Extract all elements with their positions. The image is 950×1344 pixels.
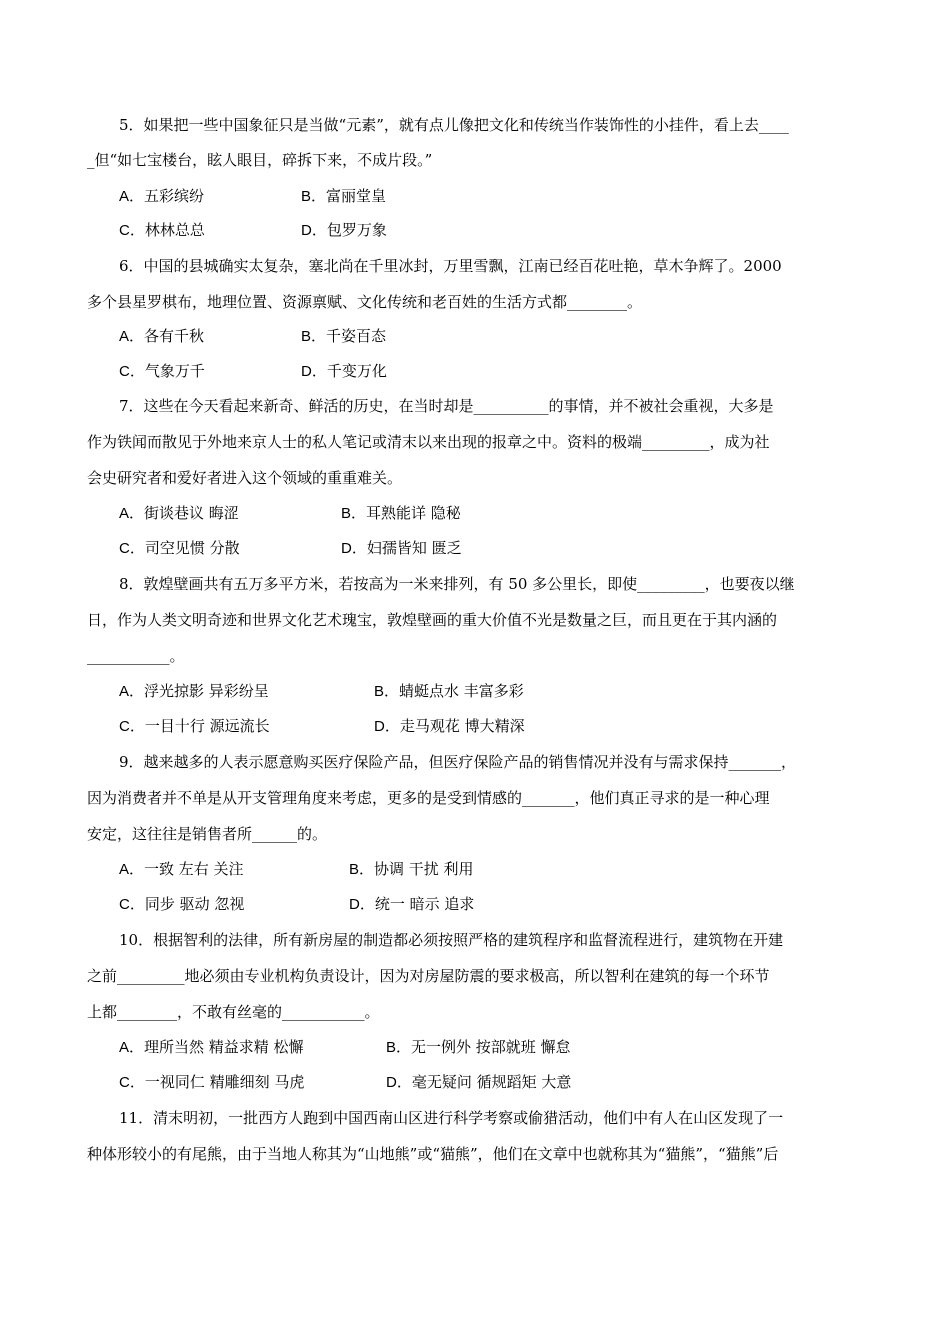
question-10-option-b <box>386 1037 571 1058</box>
option-text: 千姿百态 <box>326 327 387 345</box>
question-10-line-1: 10．根据智利的法律，所有新房屋的制造都必须按照严格的建筑程序和监督流程进行，建筑物在开建 <box>119 931 784 949</box>
question-8-line-1: 8．敦煌壁画共有五万多平方米，若按高为一米来排列，有 50 多公里长，即使_________，也要夜以继 <box>119 575 795 593</box>
question-8-option-b <box>374 681 524 702</box>
question-9-line-2: 因为消费者并不单是从开支管理角度来考虑，更多的是受到情感的_______，他们真正寻求的是一种心理 <box>87 789 770 807</box>
option-text: 司空见惯 分散 <box>144 539 240 557</box>
question-10-line-2: 之前_________地必须由专业机构负责设计，因为对房屋防震的要求极高，所以智利在建筑的每一个环节 <box>87 967 770 985</box>
question-6-option-b <box>301 326 386 347</box>
option-text: 走马观花 博大精深 <box>399 717 525 735</box>
option-letter: D． <box>301 222 327 239</box>
question-8-option-a <box>119 681 269 702</box>
option-letter: D． <box>374 718 400 735</box>
option-letter: D． <box>349 896 375 913</box>
question-7-option-b <box>341 503 461 524</box>
question-6-option-a <box>119 326 204 347</box>
option-text: 一致 左右 关注 <box>144 860 244 878</box>
option-letter: A． <box>119 683 145 700</box>
option-letter: C． <box>119 540 145 557</box>
option-text: 包罗万象 <box>326 221 387 239</box>
option-letter: C． <box>119 896 145 913</box>
question-9-option-d <box>349 894 474 915</box>
question-7-option-d <box>341 538 462 559</box>
question-7-option-a <box>119 503 239 524</box>
question-10-option-a <box>119 1037 304 1058</box>
option-letter: C． <box>119 1074 145 1091</box>
option-text: 千变万化 <box>326 362 387 380</box>
question-9-option-a <box>119 859 244 880</box>
option-letter: A． <box>119 861 145 878</box>
question-9-option-c <box>119 894 244 915</box>
option-text: 五彩缤纷 <box>144 187 205 205</box>
question-6-line-2: 多个县星罗棋布，地理位置、资源禀赋、文化传统和老百姓的生活方式都________。 <box>87 293 643 311</box>
option-letter: C． <box>119 363 145 380</box>
option-text: 同步 驱动 忽视 <box>144 895 245 913</box>
question-6-line-1: 6．中国的县城确实太复杂，塞北尚在千里冰封，万里雪飘，江南已经百花吐艳，草木争辉了。2000 <box>119 257 782 275</box>
option-letter: B． <box>386 1039 412 1056</box>
option-text: 妇孺皆知 匮乏 <box>366 539 462 557</box>
option-text: 无一例外 按部就班 懈怠 <box>411 1038 571 1056</box>
question-7-line-2: 作为铁闻而散见于外地来京人士的私人笔记或清末以来出现的报章之中。资料的极端_________，成为社 <box>87 433 770 451</box>
option-text: 蜻蜓点水 丰富多彩 <box>399 682 524 700</box>
question-11-line-1: 11．清末明初，一批西方人跑到中国西南山区进行科学考察或偷猎活动，他们中有人在山区发现了一 <box>119 1109 784 1127</box>
option-letter: A． <box>119 505 145 522</box>
option-letter: A． <box>119 1039 145 1056</box>
option-text: 耳熟能详 隐秘 <box>366 504 461 522</box>
question-9-line-1: 9．越来越多的人表示愿意购买医疗保险产品，但医疗保险产品的销售情况并没有与需求保持_______， <box>119 753 797 771</box>
question-6-option-c <box>119 361 205 382</box>
option-letter: B． <box>349 861 375 878</box>
question-5-line-1: 5．如果把一些中国象征只是当做“元素”，就有点儿像把文化和传统当作装饰性的小挂件，看上去____ <box>119 116 789 134</box>
option-text: 林林总总 <box>144 221 205 239</box>
question-7-option-c <box>119 538 240 559</box>
option-letter: B． <box>301 188 327 205</box>
question-5-option-b <box>301 186 386 207</box>
option-letter: B． <box>341 505 367 522</box>
question-5-option-a <box>119 186 204 207</box>
option-text: 协调 干扰 利用 <box>374 860 474 878</box>
option-letter: D． <box>341 540 367 557</box>
option-letter: D． <box>301 363 327 380</box>
question-8-line-2: 日，作为人类文明奇迹和世界文化艺术瑰宝，敦煌壁画的重大价值不光是数量之巨，而且更在于其内涵的 <box>87 611 778 629</box>
option-letter: A． <box>119 188 145 205</box>
question-8-line-3: ___________。 <box>87 647 185 665</box>
question-10-option-d <box>386 1072 571 1093</box>
option-letter: B． <box>301 328 327 345</box>
option-text: 一目十行 源远流长 <box>144 717 270 735</box>
question-9-option-b <box>349 859 474 880</box>
option-letter: C． <box>119 718 145 735</box>
option-letter: B． <box>374 683 400 700</box>
question-7-line-3: 会史研究者和爱好者进入这个领域的重重难关。 <box>87 469 403 487</box>
question-5-option-c <box>119 220 205 241</box>
option-text: 各有千秋 <box>144 327 205 345</box>
question-8-option-c <box>119 716 270 737</box>
question-5-option-d <box>301 220 387 241</box>
question-8-option-d <box>374 716 525 737</box>
option-text: 毫无疑问 循规蹈矩 大意 <box>411 1073 572 1091</box>
question-6-option-d <box>301 361 387 382</box>
option-letter: D． <box>386 1074 412 1091</box>
option-text: 统一 暗示 追求 <box>374 895 475 913</box>
option-letter: A． <box>119 328 145 345</box>
question-7-line-1: 7．这些在今天看起来新奇、鲜活的历史，在当时却是__________的事情，并不被社会重视，大多是 <box>119 397 774 415</box>
question-9-line-3: 安定，这往往是销售者所______的。 <box>87 825 328 843</box>
option-text: 气象万千 <box>144 362 205 380</box>
question-5-line-2: _但“如七宝楼台，眩人眼目，碎拆下来，不成片段。” <box>87 151 433 169</box>
option-text: 富丽堂皇 <box>326 187 387 205</box>
option-text: 理所当然 精益求精 松懈 <box>144 1038 304 1056</box>
option-text: 浮光掠影 异彩纷呈 <box>144 682 269 700</box>
option-text: 一视同仁 精雕细刻 马虎 <box>144 1073 305 1091</box>
question-11-line-2: 种体形较小的有尾熊，由于当地人称其为“山地熊”或“猫熊”，他们在文章中也就称其为“猫熊”，“猫熊”后 <box>87 1145 779 1163</box>
question-10-line-3: 上都________，不敢有丝毫的___________。 <box>87 1003 380 1021</box>
option-text: 街谈巷议 晦涩 <box>144 504 239 522</box>
question-10-option-c <box>119 1072 304 1093</box>
option-letter: C． <box>119 222 145 239</box>
